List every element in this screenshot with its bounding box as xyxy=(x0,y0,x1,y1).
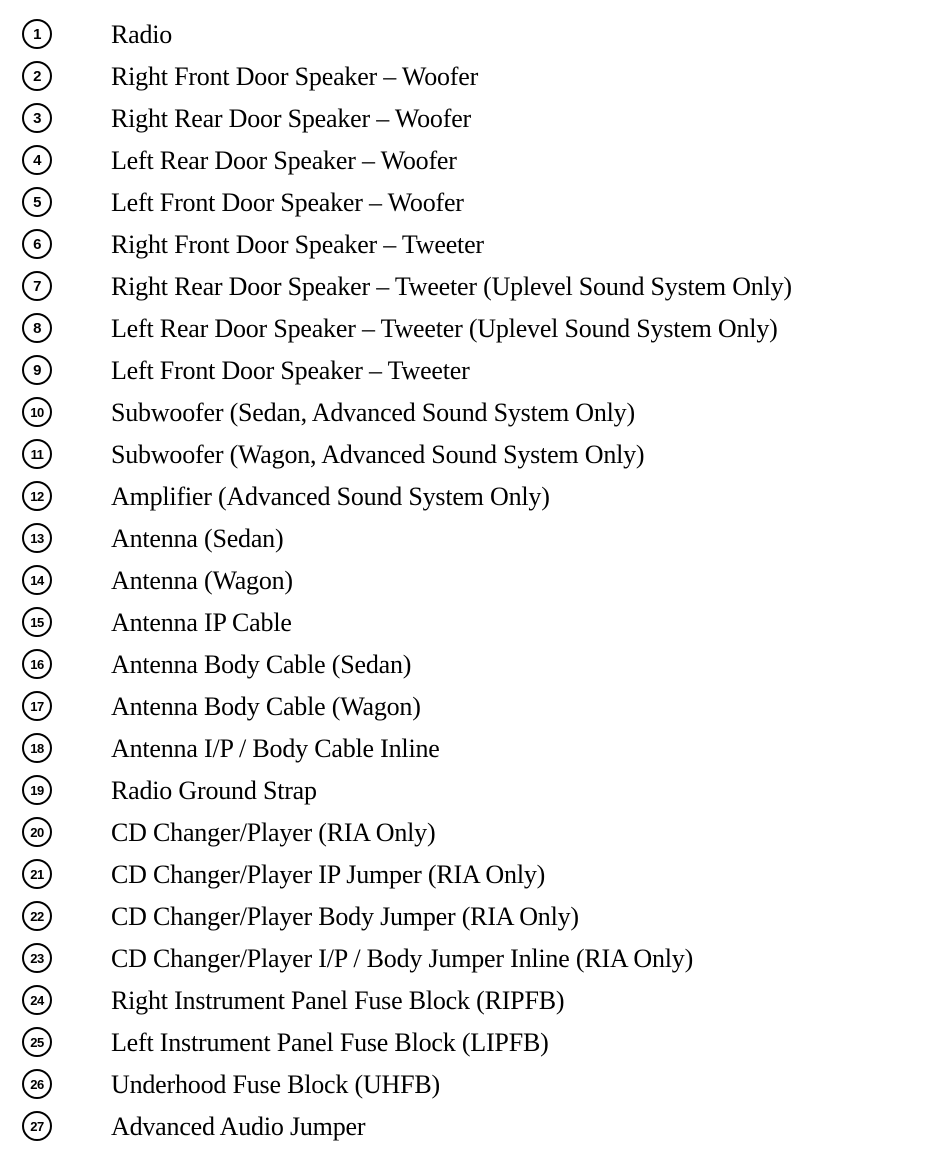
circled-number: 24 xyxy=(22,985,52,1015)
circled-number: 23 xyxy=(22,943,52,973)
circled-number: 13 xyxy=(22,523,52,553)
component-label: Underhood Fuse Block (UHFB) xyxy=(111,1070,440,1099)
component-label: Antenna (Wagon) xyxy=(111,566,293,595)
legend-item xyxy=(0,853,944,895)
component-label: Subwoofer (Sedan, Advanced Sound System Only) xyxy=(111,398,635,427)
circled-number: 3 xyxy=(22,103,52,133)
circled-number: 20 xyxy=(22,817,52,847)
legend-item xyxy=(0,727,944,769)
legend-item xyxy=(0,13,944,55)
component-legend xyxy=(0,13,944,1147)
legend-item xyxy=(0,601,944,643)
component-label: Antenna Body Cable (Wagon) xyxy=(111,692,421,721)
circled-number: 4 xyxy=(22,145,52,175)
component-label: Radio xyxy=(111,20,173,49)
legend-item xyxy=(0,349,944,391)
component-label: Right Rear Door Speaker – Woofer xyxy=(111,104,471,133)
component-label: Subwoofer (Wagon, Advanced Sound System Only) xyxy=(111,440,645,469)
circled-number: 17 xyxy=(22,691,52,721)
circled-number: 5 xyxy=(22,187,52,217)
component-label: Left Rear Door Speaker – Woofer xyxy=(111,146,457,175)
component-label: CD Changer/Player I/P / Body Jumper Inline (RIA Only) xyxy=(111,944,694,973)
circled-number: 26 xyxy=(22,1069,52,1099)
circled-number: 21 xyxy=(22,859,52,889)
circled-number: 11 xyxy=(22,439,52,469)
legend-item xyxy=(0,643,944,685)
component-label: Right Rear Door Speaker – Tweeter (Uplevel Sound System Only) xyxy=(111,272,792,301)
component-label: Right Instrument Panel Fuse Block (RIPFB) xyxy=(111,986,565,1015)
circled-number: 12 xyxy=(22,481,52,511)
circled-number: 2 xyxy=(22,61,52,91)
component-label: Left Front Door Speaker – Tweeter xyxy=(111,356,470,385)
circled-number: 22 xyxy=(22,901,52,931)
component-label: CD Changer/Player IP Jumper (RIA Only) xyxy=(111,860,546,889)
component-label: Radio Ground Strap xyxy=(111,776,317,805)
component-label: Right Front Door Speaker – Tweeter xyxy=(111,230,484,259)
component-label: Antenna Body Cable (Sedan) xyxy=(111,650,412,679)
circled-number: 10 xyxy=(22,397,52,427)
legend-item xyxy=(0,811,944,853)
component-label: Left Rear Door Speaker – Tweeter (Uplevel Sound System Only) xyxy=(111,314,778,343)
legend-item xyxy=(0,1021,944,1063)
legend-item xyxy=(0,139,944,181)
legend-item xyxy=(0,979,944,1021)
legend-item xyxy=(0,559,944,601)
legend-item xyxy=(0,1105,944,1147)
circled-number: 1 xyxy=(22,19,52,49)
legend-item xyxy=(0,265,944,307)
circled-number: 7 xyxy=(22,271,52,301)
component-label: CD Changer/Player Body Jumper (RIA Only) xyxy=(111,902,579,931)
circled-number: 19 xyxy=(22,775,52,805)
component-label: Left Instrument Panel Fuse Block (LIPFB) xyxy=(111,1028,549,1057)
circled-number: 14 xyxy=(22,565,52,595)
legend-item xyxy=(0,181,944,223)
legend-item xyxy=(0,55,944,97)
component-label: Antenna IP Cable xyxy=(111,608,292,637)
legend-item xyxy=(0,685,944,727)
legend-item xyxy=(0,1063,944,1105)
circled-number: 16 xyxy=(22,649,52,679)
circled-number: 8 xyxy=(22,313,52,343)
component-label: Left Front Door Speaker – Woofer xyxy=(111,188,464,217)
component-label: Advanced Audio Jumper xyxy=(111,1112,366,1141)
legend-item xyxy=(0,97,944,139)
circled-number: 15 xyxy=(22,607,52,637)
legend-item xyxy=(0,517,944,559)
component-label: CD Changer/Player (RIA Only) xyxy=(111,818,436,847)
circled-number: 6 xyxy=(22,229,52,259)
component-label: Antenna (Sedan) xyxy=(111,524,284,553)
circled-number: 9 xyxy=(22,355,52,385)
circled-number: 27 xyxy=(22,1111,52,1141)
legend-item xyxy=(0,433,944,475)
circled-number: 25 xyxy=(22,1027,52,1057)
component-label: Antenna I/P / Body Cable Inline xyxy=(111,734,440,763)
component-label: Amplifier (Advanced Sound System Only) xyxy=(111,482,550,511)
legend-item xyxy=(0,307,944,349)
legend-item xyxy=(0,475,944,517)
legend-item xyxy=(0,937,944,979)
legend-item xyxy=(0,769,944,811)
legend-item xyxy=(0,223,944,265)
legend-item xyxy=(0,391,944,433)
circled-number: 18 xyxy=(22,733,52,763)
component-label: Right Front Door Speaker – Woofer xyxy=(111,62,479,91)
legend-item xyxy=(0,895,944,937)
